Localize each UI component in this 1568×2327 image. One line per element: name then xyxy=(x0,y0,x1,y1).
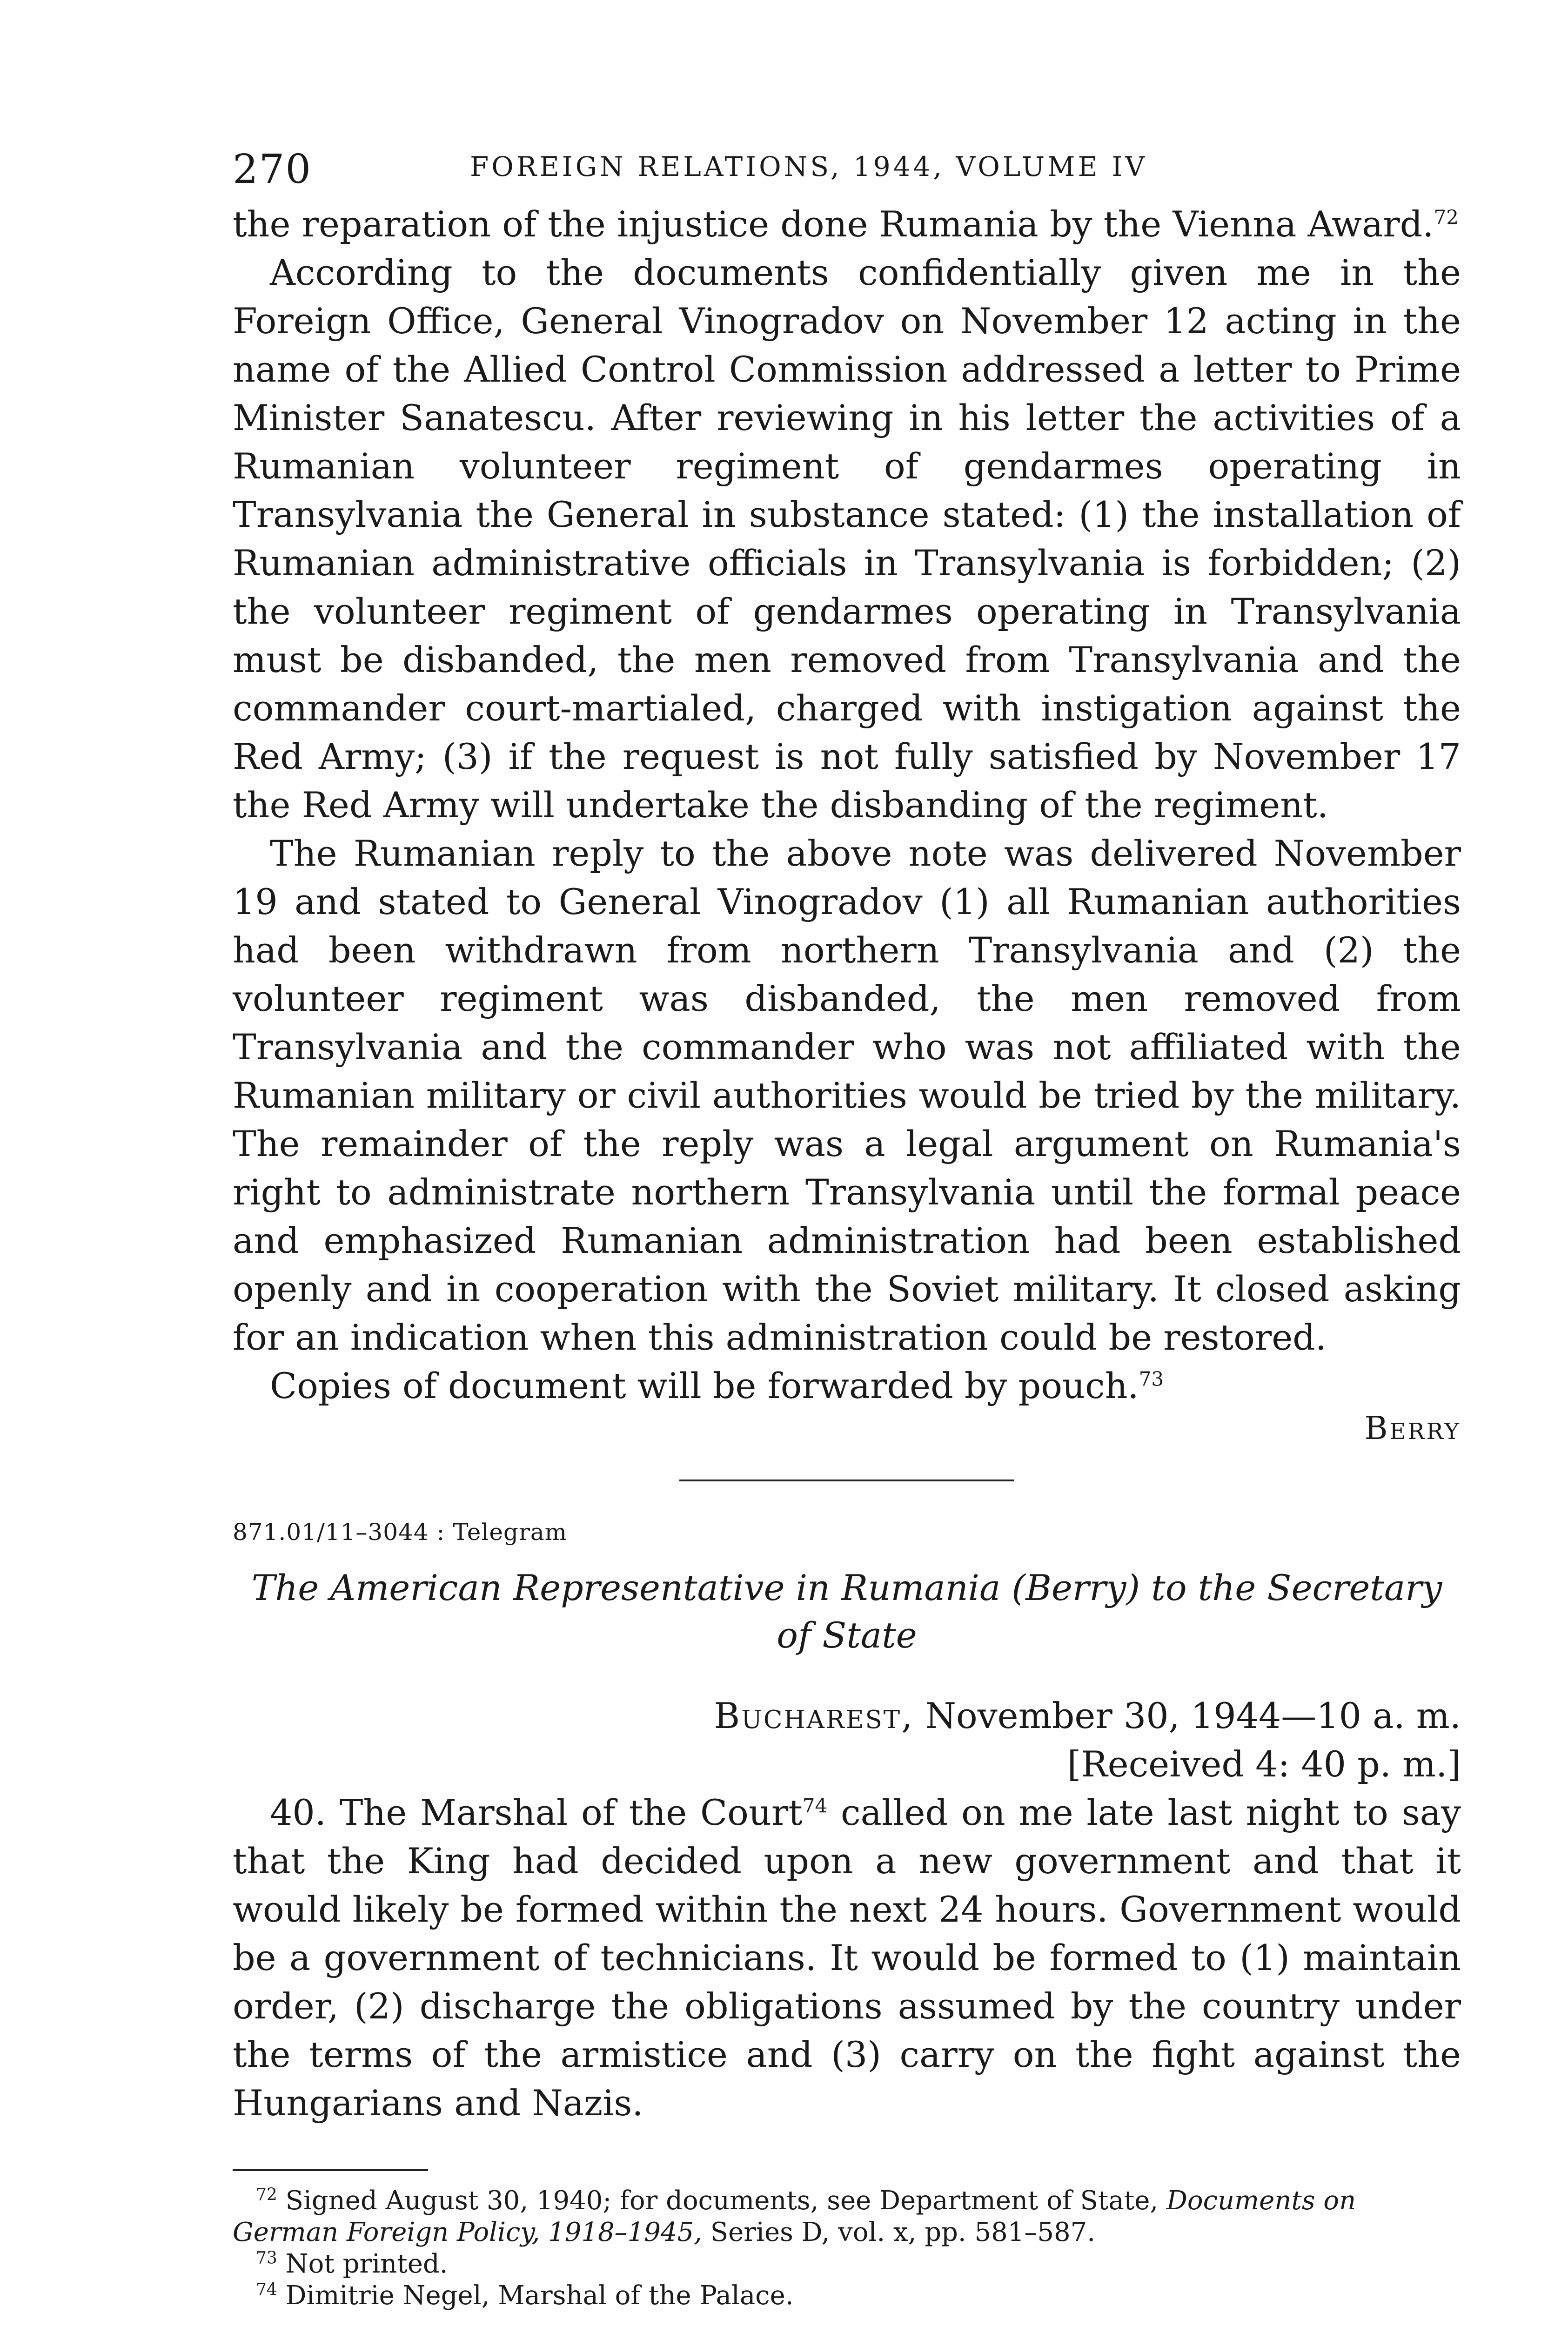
footnote-mark: 72 xyxy=(256,2185,277,2205)
footnote-reference: 74 xyxy=(802,1794,828,1817)
footnote xyxy=(233,2248,1461,2280)
section-divider xyxy=(679,1480,1014,1481)
main-text xyxy=(233,200,1461,1410)
footnote-mark: 74 xyxy=(256,2280,277,2300)
paragraph: According to the documents confidentially given me in the Foreign Office, General Vinogradov on November 12 acting in the name of the Allied Control Commission addressed a letter to Prime Minister Sanatescu. After reviewing in his letter the activities of a Rumanian volunteer regiment of gendarmes operating in Transylvania the General in substance stated: (1) the installation of Rumanian administrative officials in Transylvania is forbidden; (2) the volunteer regiment of gendarmes operating in Transylvania must be disbanded, the men removed from Transylvania and the commander court-martialed, charged with instigation against the Red Army; (3) if the request is not fully satisfied by November 17 the Red Army will undertake the disbanding of the regiment. xyxy=(233,252,1461,826)
footnote-text: Not printed. xyxy=(277,2249,448,2279)
page-number: 270 xyxy=(233,146,312,193)
footnote-reference: 72 xyxy=(1434,206,1459,229)
footnotes xyxy=(233,2185,1461,2312)
footnote-text: Series D, vol. x, pp. 581–587. xyxy=(702,2217,1096,2247)
paragraph xyxy=(233,1789,1461,2127)
paragraph-text: Copies of document will be forwarded by pouch. xyxy=(270,1365,1139,1406)
footnote-divider xyxy=(233,2169,428,2171)
running-title: FOREIGN RELATIONS, 1944, VOLUME IV xyxy=(470,151,1147,182)
footnote-title: Documents on German Foreign Policy, 1918–1945, xyxy=(233,2186,1356,2247)
footnote xyxy=(233,2185,1461,2248)
footnote-text: Dimitrie Negel, Marshal of the Palace. xyxy=(277,2280,794,2311)
paragraph-text: called on me late last night to say that the King had decided upon a new government and that it would likely be formed within the next 24 hours. Government would be a government of technicians. It would be formed to (1) maintain order, (2) discharge the obligations assumed by the country under the terms of the armistice and (3) carry on the fight against the Hungarians and Nazis. xyxy=(233,1792,1461,2124)
document-title-line: The American Representative in Rumania (Berry) to the Secretary xyxy=(251,1567,1442,1608)
document-title xyxy=(233,1564,1461,1659)
paragraph-continuation xyxy=(233,200,1461,249)
document-title-line: of State xyxy=(777,1614,917,1656)
paragraph: The Rumanian reply to the above note was delivered November 19 and stated to General Vinogradov (1) all Rumanian authorities had been withdrawn from northern Transylvania and (2) the volunteer regiment was disbanded, the men removed from Transylvania and the commander who was not affiliated with the Rumanian military or civil authorities would be tried by the military. The remainder of the reply was a legal argument on Rumania's right to administrate northern Transylvania until the formal peace and emphasized Rumanian administration had been established openly and in cooperation with the Soviet military. It closed asking for an indication when this administration could be restored. xyxy=(233,833,1461,1358)
file-reference: 871.01/11–3044 : Telegram xyxy=(233,1519,568,1546)
dateline xyxy=(233,1692,1461,1740)
dateline-date: November 30, 1944—10 a. m. xyxy=(914,1695,1461,1736)
paragraph-text: 40. The Marshal of the Court xyxy=(270,1792,803,1833)
document-page xyxy=(233,140,1461,2312)
footnote xyxy=(233,2280,1461,2312)
footnote-reference: 73 xyxy=(1139,1367,1164,1391)
signature: Berry xyxy=(1364,1410,1461,1447)
footnote-text: Signed August 30, 1940; for documents, see Department of State, xyxy=(277,2186,1166,2216)
running-header xyxy=(233,140,1461,200)
paragraph-text: the reparation of the injustice done Rumania by the Vienna Award. xyxy=(233,203,1434,245)
paragraph xyxy=(233,1362,1461,1410)
received-note: [Received 4: 40 p. m.] xyxy=(1067,1743,1461,1785)
dateline-place: Bucharest, xyxy=(714,1695,914,1736)
telegram-body xyxy=(233,1789,1461,2127)
footnote-mark: 73 xyxy=(256,2248,277,2268)
